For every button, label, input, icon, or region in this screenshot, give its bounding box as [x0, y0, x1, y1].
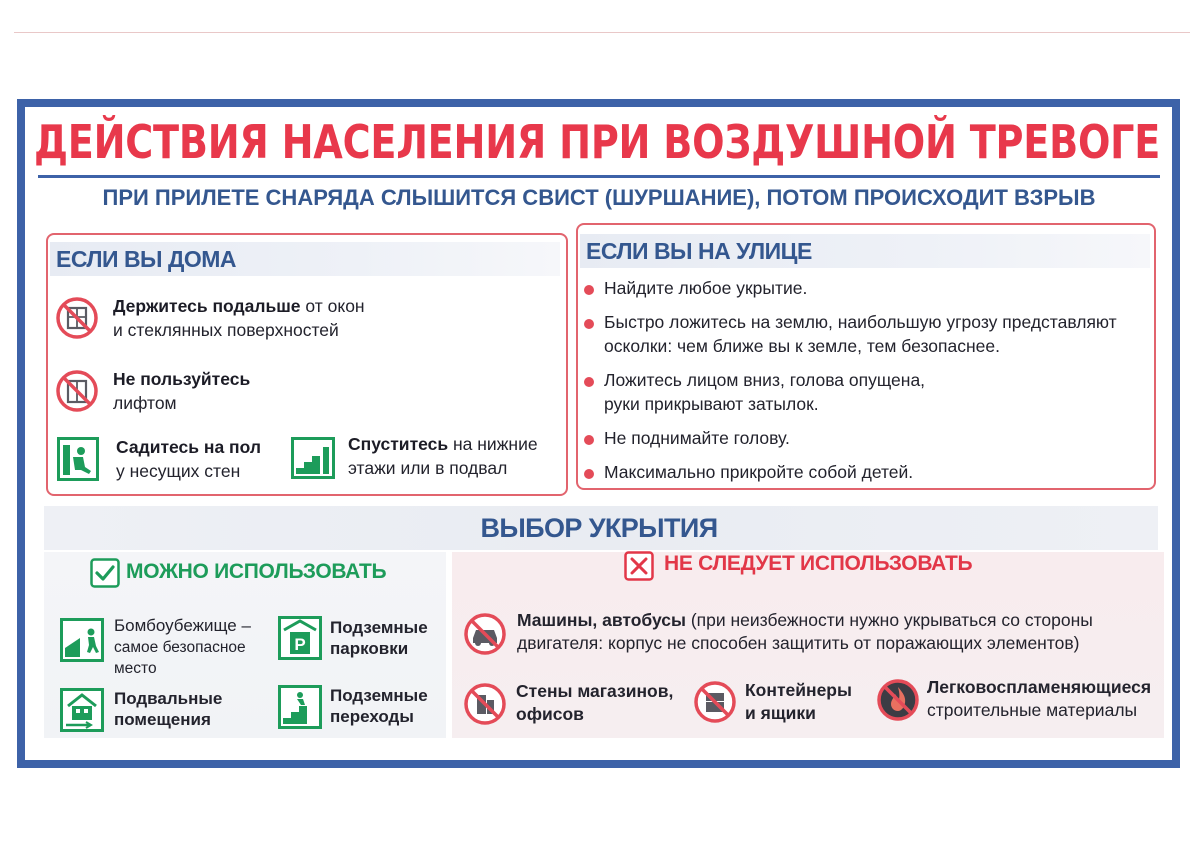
- list-item: [582, 310, 1148, 358]
- home-lift-line2: лифтом: [113, 393, 177, 413]
- home-windows-line2: и стеклянных поверхностей: [113, 320, 339, 340]
- home-lift-bold: Не пользуйтесь: [113, 369, 251, 389]
- home-windows-rest: от окон: [300, 296, 365, 316]
- street-heading: ЕСЛИ ВЫ НА УЛИЦЕ: [580, 234, 1150, 268]
- walls-line1: Стены магазинов,: [516, 681, 674, 701]
- home-down-rest: на нижние: [448, 434, 538, 454]
- street-bullet-3-line2: руки прикрывают затылок.: [604, 394, 819, 414]
- no-window-icon: [55, 296, 99, 340]
- street-bullet-4: Не поднимайте голову.: [604, 428, 790, 448]
- title-underline: [38, 175, 1160, 178]
- cars-text: [517, 609, 1093, 655]
- can-use-heading: МОЖНО ИСПОЛЬЗОВАТЬ: [126, 560, 387, 583]
- street-bullet-5: Максимально прикройте собой детей.: [604, 462, 914, 482]
- list-item: [582, 460, 1148, 484]
- parking-line2: парковки: [330, 639, 409, 658]
- parking-text: [330, 617, 428, 659]
- bunker-text: [114, 615, 251, 678]
- street-bullet-3-line1: Ложитесь лицом вниз, голова опущена,: [604, 370, 926, 390]
- basement-text: [114, 688, 222, 730]
- flammable-text: [927, 676, 1151, 722]
- walls-text: [516, 680, 673, 726]
- bunker-icon: [60, 618, 104, 662]
- cannot-use-heading: НЕ СЛЕДУЕТ ИСПОЛЬЗОВАТЬ: [664, 552, 973, 575]
- poster-subtitle: ПРИ ПРИЛЕТЕ СНАРЯДА СЛЫШИТСЯ СВИСТ (ШУРШАНИЕ), ПОТОМ ПРОИСХОДИТ ВЗРЫВ: [102, 185, 1096, 210]
- sit-on-floor-icon: [57, 437, 99, 481]
- flammable-line2: строительные материалы: [927, 700, 1138, 720]
- no-elevator-icon: [55, 369, 99, 413]
- basement-line2: помещения: [114, 710, 211, 729]
- home-windows-text: [113, 294, 365, 342]
- home-floor-bold: Садитесь на пол: [116, 437, 261, 457]
- home-down-bold: Спуститесь: [348, 434, 449, 454]
- no-containers-icon: [693, 680, 737, 724]
- street-bullet-1: Найдите любое укрытие.: [604, 278, 808, 298]
- home-floor-text: [116, 435, 261, 483]
- underpass-line2: переходы: [330, 707, 414, 726]
- containers-text: [745, 679, 852, 725]
- poster-title: ДЕЙСТВИЯ НАСЕЛЕНИЯ ПРИ ВОЗДУШНОЙ ТРЕВОГЕ: [34, 115, 1161, 169]
- shelter-heading: ВЫБОР УКРЫТИЯ: [480, 513, 718, 543]
- go-downstairs-icon: [291, 437, 335, 479]
- flammable-line1: Легковоспламеняющиеся: [927, 677, 1152, 697]
- checkmark-icon: [90, 558, 120, 588]
- walls-line2: офисов: [516, 704, 584, 724]
- bunker-line3: место: [114, 660, 157, 677]
- list-item: [582, 368, 1148, 416]
- no-buildings-icon: [463, 682, 507, 726]
- street-bullet-list: [582, 276, 1148, 494]
- parking-line1: Подземные: [330, 618, 428, 637]
- cross-icon: [624, 551, 654, 581]
- cars-bold: Машины, автобусы: [517, 610, 686, 630]
- bunker-line2: самое безопасное: [114, 639, 246, 656]
- home-heading: ЕСЛИ ВЫ ДОМА: [50, 242, 560, 276]
- page-top-rule: [14, 32, 1190, 33]
- svg-text:P: P: [294, 635, 306, 654]
- no-fire-icon: [876, 678, 920, 722]
- home-floor-line2: у несущих стен: [116, 461, 241, 481]
- list-item: [582, 276, 1148, 300]
- list-item: [582, 426, 1148, 450]
- underpass-line1: Подземные: [330, 686, 428, 705]
- underpass-icon: [278, 685, 322, 729]
- containers-line2: и ящики: [745, 703, 816, 723]
- home-lift-text: [113, 367, 250, 415]
- cars-rest: (при неизбежности нужно укрываться со стороны: [685, 610, 1093, 630]
- bunker-line1: Бомбоубежище –: [114, 616, 251, 635]
- home-windows-bold: Держитесь подальше: [113, 296, 301, 316]
- parking-icon: [278, 616, 322, 660]
- basement-icon: [60, 688, 104, 732]
- underpass-text: [330, 685, 428, 727]
- no-car-icon: [463, 612, 507, 656]
- containers-line1: Контейнеры: [745, 680, 852, 700]
- home-down-line2: этажи или в подвал: [348, 458, 508, 478]
- street-bullet-2-line1: Быстро ложитесь на землю, наибольшую угрозу представляют: [604, 312, 1117, 332]
- cars-line2: двигателя: корпус не способен защитить от поражающих элементов): [517, 633, 1080, 653]
- basement-line1: Подвальные: [114, 689, 223, 708]
- street-bullet-2-line2: осколки: чем ближе вы к земле, тем безопаснее.: [604, 336, 1000, 356]
- home-down-text: [348, 432, 538, 480]
